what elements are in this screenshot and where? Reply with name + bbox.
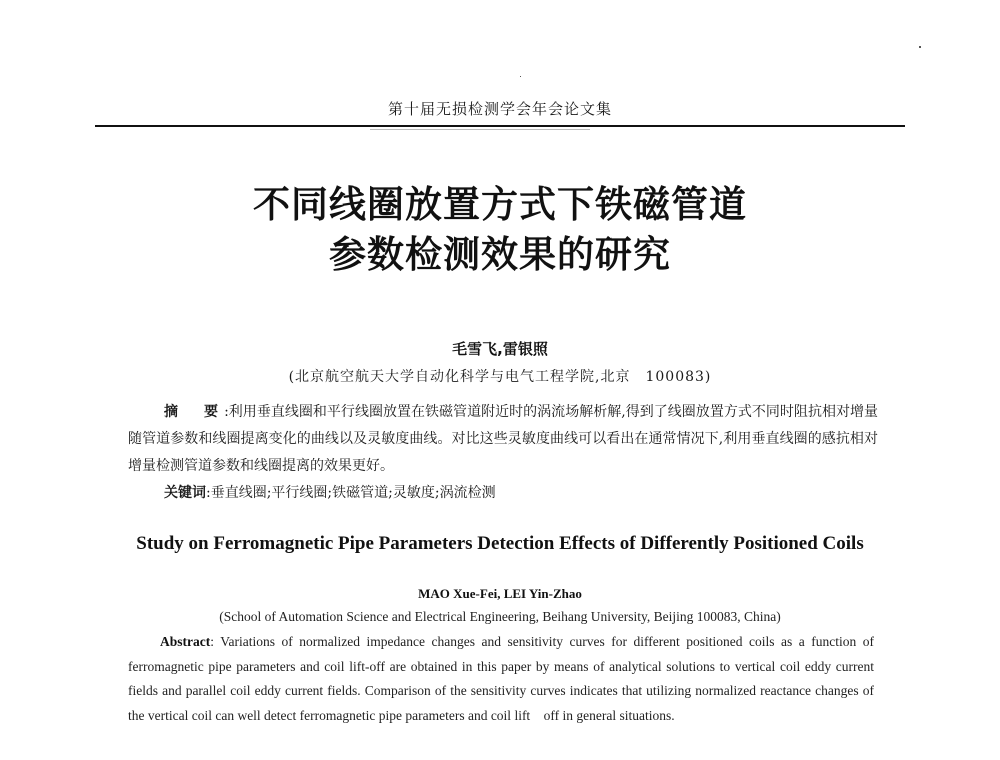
paper-title-en: Study on Ferromagnetic Pipe Parameters Detection Effects of Differently Positioned Coils	[136, 533, 864, 554]
keywords-zh-label: 关键词	[164, 485, 206, 501]
running-header: 第十届无损检测学会年会论文集	[387, 100, 612, 118]
authors-zh: 毛雪飞,雷银照	[452, 340, 548, 358]
keywords-zh-text: :垂直线圈;平行线圈;铁磁管道;灵敏度;涡流检测	[206, 485, 496, 501]
paper-title-zh	[0, 180, 1000, 280]
affiliation-zh: (北京航空航天大学自动化科学与电气工程学院,北京 100083)	[288, 369, 712, 385]
abstract-zh-text: :利用垂直线圈和平行线圈放置在铁磁管道附近时的涡流场解析解,得到了线圈放置方式不同时阻抗相对增量随管道参数和线圈提离变化的曲线以及灵敏度曲线。对比这些灵敏度曲线可以看出在通常情况下,利用垂直线圈的感抗相对增量检测管道参数和线圈提离的效果更好。	[128, 404, 879, 474]
abstract-zh-label: 摘 要	[164, 404, 225, 420]
abstract-en	[128, 630, 874, 728]
paper-title-zh-line2: 参数检测效果的研究	[329, 233, 671, 276]
abstract-zh	[128, 399, 878, 480]
header-rule-shadow	[370, 129, 590, 130]
scan-speck	[919, 46, 921, 48]
abstract-en-text: : Variations of normalized impedance changes and sensitivity curves for different positioned coils as a function of ferromagnetic pipe parameters and coil lift-off are obtained in this paper by means of analytical solutions to vertical coil eddy current fields and parallel coil eddy current fields. Comparison of the sensitivity curves indicates that utilizing normalized reactance changes of the vertical coil can well detect ferromagnetic pipe parameters and coil lift off in general situations.	[128, 634, 874, 723]
header-rule	[95, 125, 905, 127]
abstract-en-label: Abstract	[160, 634, 211, 649]
paper-title-zh-line1: 不同线圈放置方式下铁磁管道	[253, 183, 747, 226]
keywords-zh	[164, 480, 878, 507]
authors-en: MAO Xue-Fei, LEI Yin-Zhao	[418, 586, 582, 601]
scan-speck	[520, 76, 521, 77]
affiliation-en: (School of Automation Science and Electrical Engineering, Beihang University, Beijing 100083, China)	[219, 609, 781, 624]
